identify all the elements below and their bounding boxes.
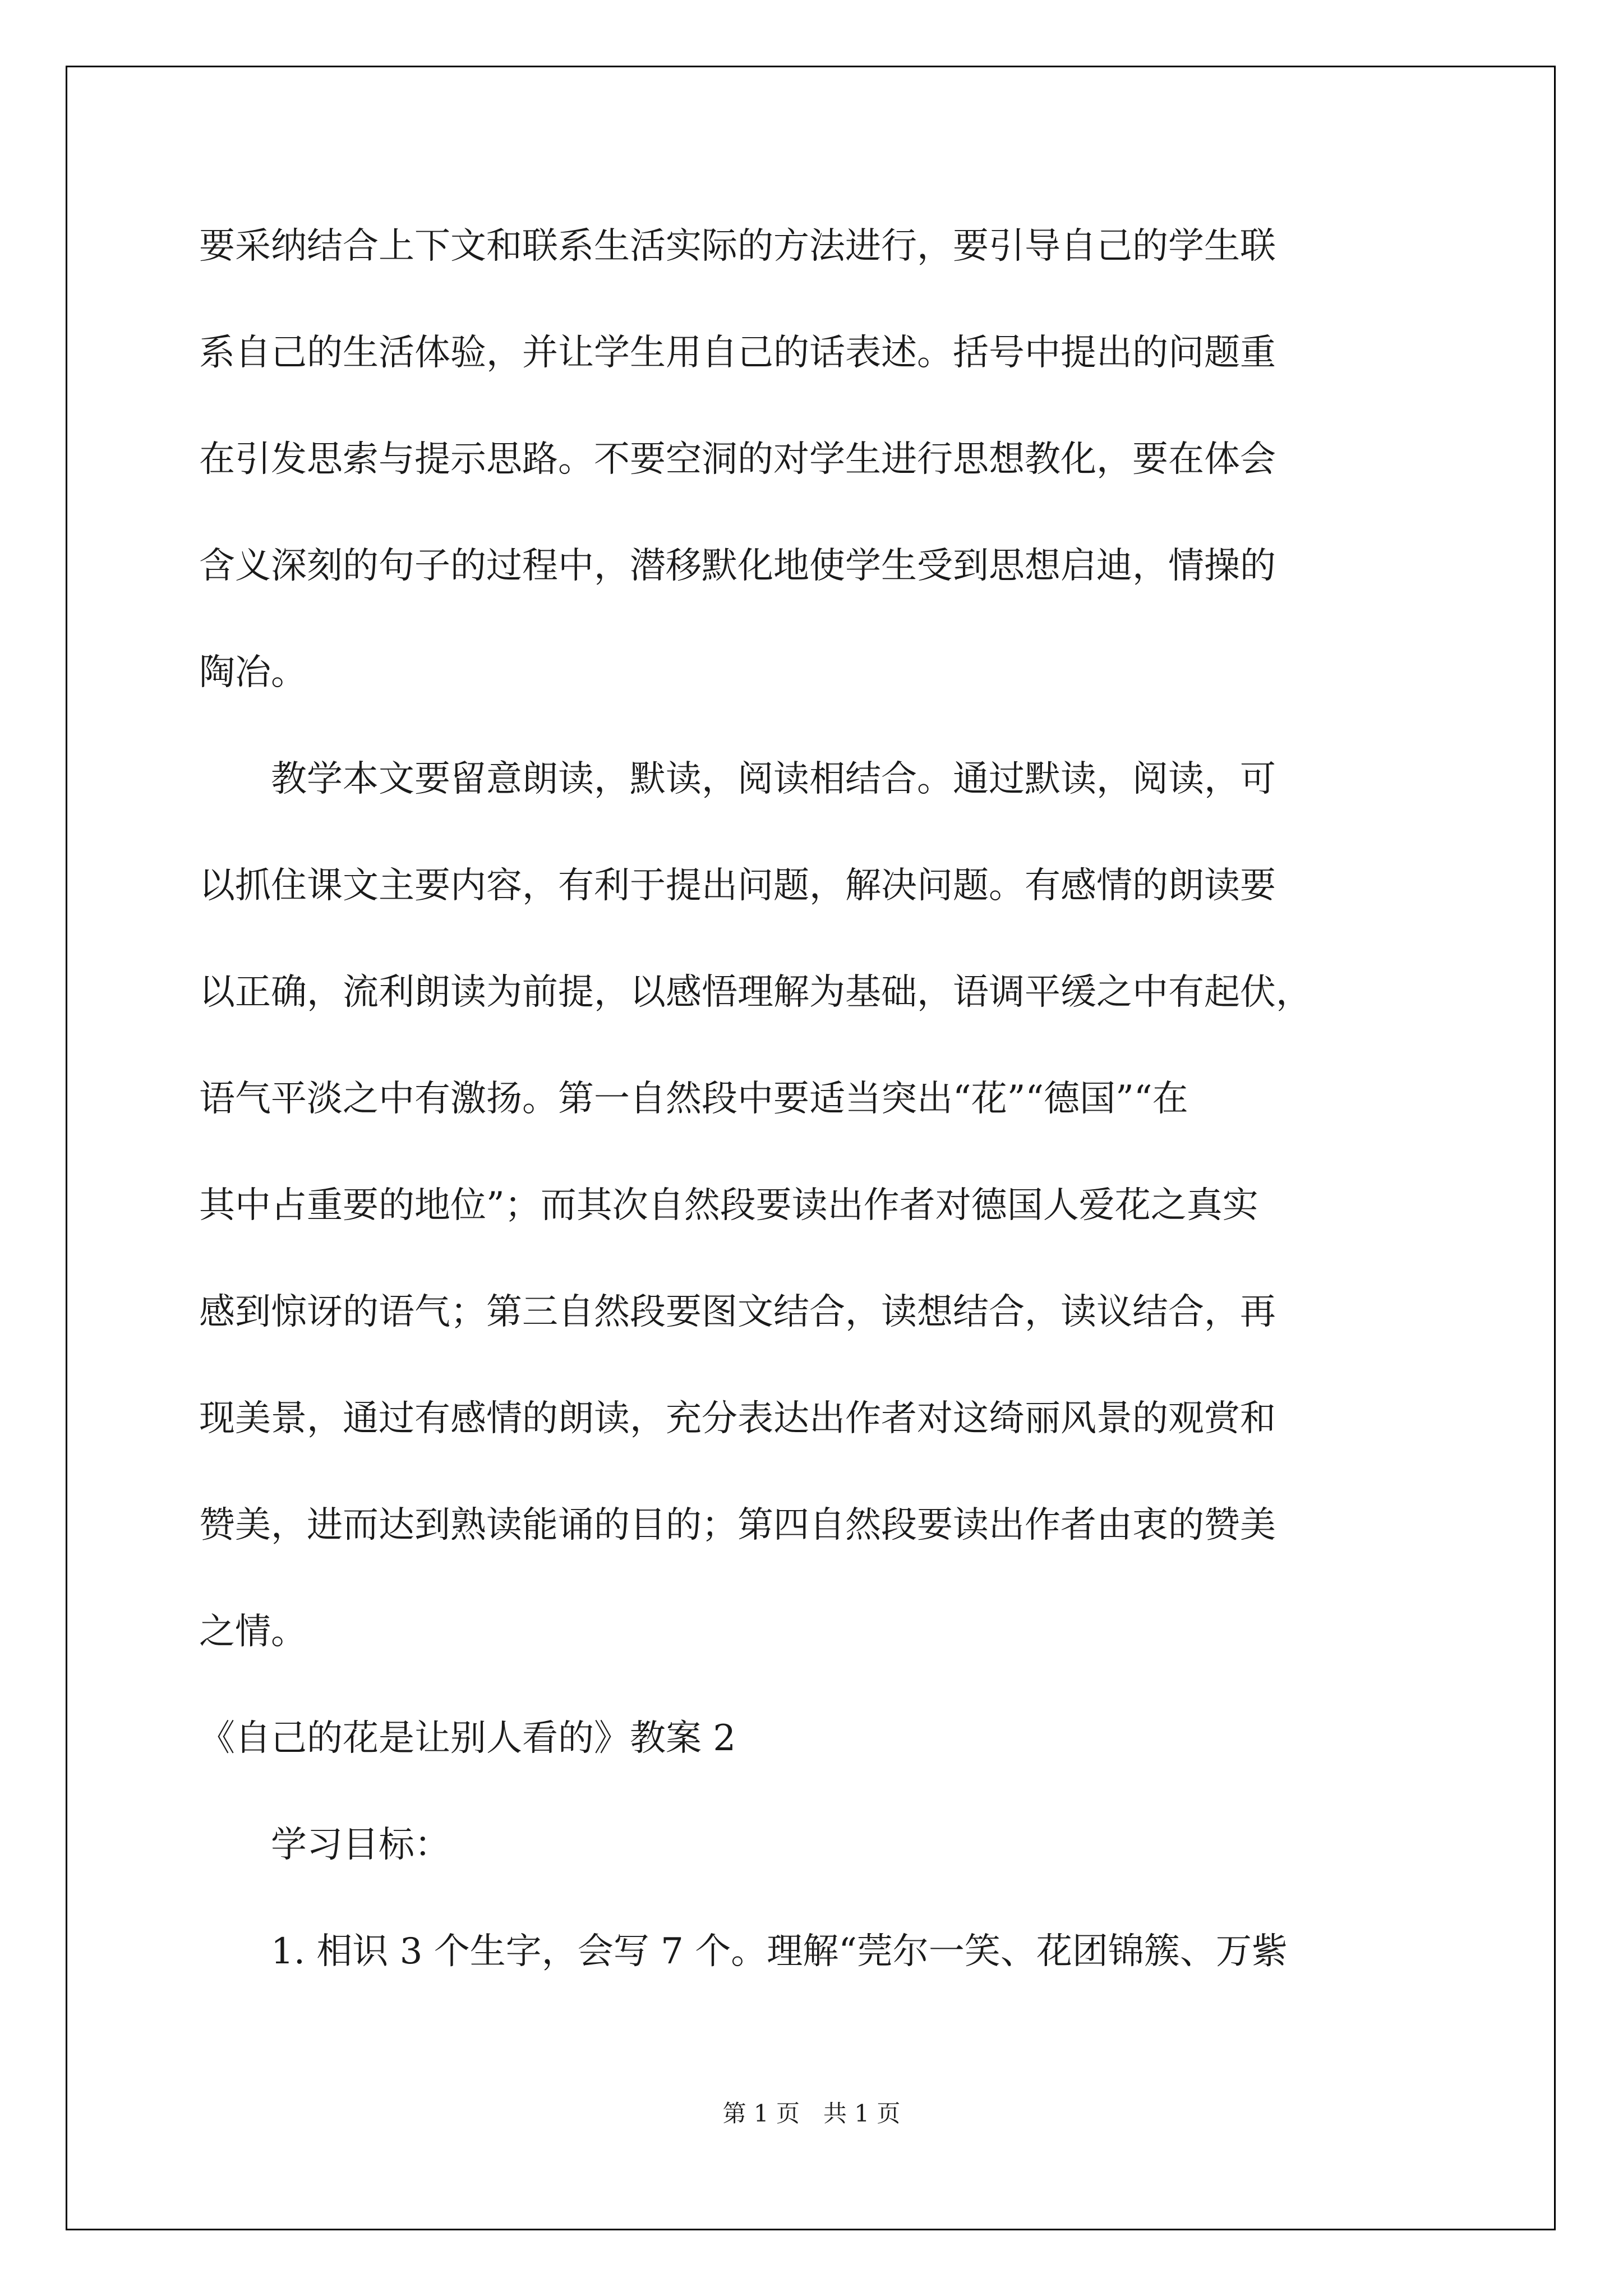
paragraph-2-line-9: 之情。 bbox=[199, 1611, 307, 1653]
paragraph-2-line-5: 其中占重要的地位”；而其次自然段要读出作者对德国人爱花之真实 bbox=[199, 1185, 1258, 1226]
paragraph-2-line-1: 教学本文要留意朗读，默读，阅读相结合。通过默读，阅读，可 bbox=[199, 758, 1276, 800]
paragraph-2-line-6: 感到惊讶的语气；第三自然段要图文结合，读想结合，读议结合，再 bbox=[199, 1291, 1276, 1333]
paragraph-1-line-5: 陶冶。 bbox=[199, 652, 307, 693]
page-footer: 第 1 页 共 1 页 bbox=[722, 2100, 901, 2127]
paragraph-1-line-2: 系自己的生活体验，并让学生用自己的话表述。括号中提出的问题重 bbox=[199, 332, 1276, 374]
paragraph-1-line-3: 在引发思索与提示思路。不要空洞的对学生进行思想教化，要在体会 bbox=[199, 439, 1276, 480]
paragraph-2-line-4: 语气平淡之中有激扬。第一自然段中要适当突出“花”“德国”“在 bbox=[199, 1078, 1188, 1120]
paragraph-2-line-7: 现美景，通过有感情的朗读，充分表达出作者对这绮丽风景的观赏和 bbox=[199, 1398, 1276, 1439]
paragraph-1-line-1: 要采纳结合上下文和联系生活实际的方法进行，要引导自己的学生联 bbox=[199, 226, 1276, 267]
learning-goals-label: 学习目标： bbox=[199, 1824, 450, 1866]
goal-item-1: 1. 相识 3 个生字，会写 7 个。理解“莞尔一笑、花团锦簇、万紫 bbox=[199, 1931, 1288, 1972]
paragraph-2-line-2: 以抓住课文主要内容，有利于提出问题，解决问题。有感情的朗读要 bbox=[199, 865, 1276, 907]
page-border bbox=[66, 66, 1556, 2230]
section-heading: 《自己的花是让别人看的》教案 2 bbox=[199, 1718, 736, 1759]
paragraph-1-line-4: 含义深刻的句子的过程中，潜移默化地使学生受到思想启迪，情操的 bbox=[199, 545, 1276, 587]
paragraph-2-line-3: 以正确，流利朗读为前提，以感悟理解为基础，语调平缓之中有起伏， bbox=[199, 972, 1312, 1013]
paragraph-2-line-8: 赞美，进而达到熟读能诵的目的；第四自然段要读出作者由衷的赞美 bbox=[199, 1504, 1276, 1546]
